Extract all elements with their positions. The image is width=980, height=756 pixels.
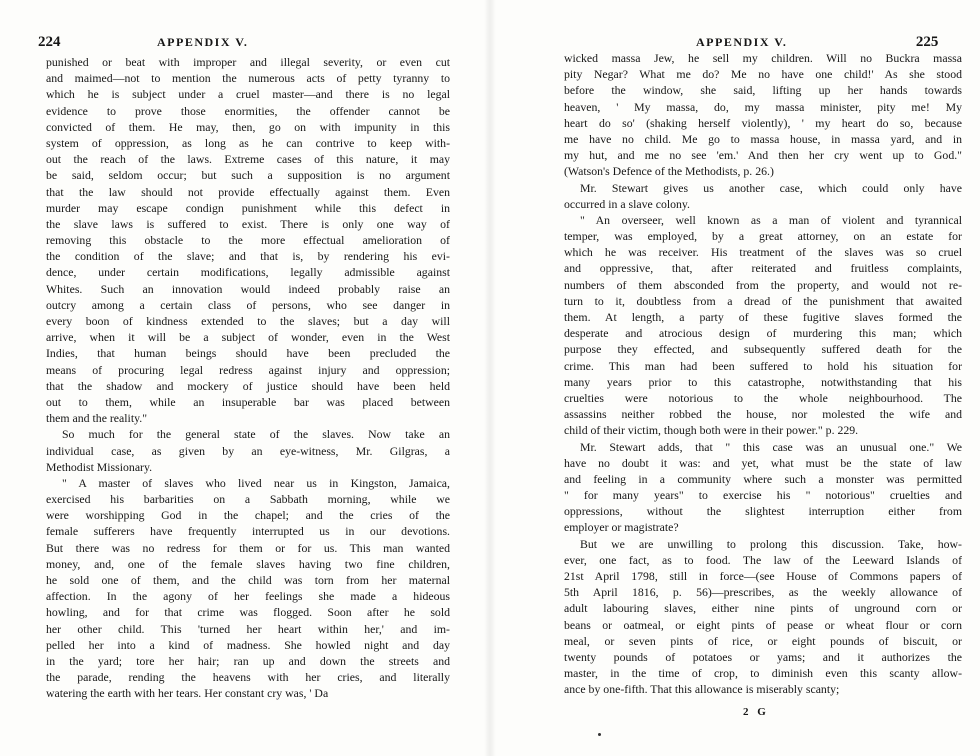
right-text-line: heaven, ' My massa, do, my massa minister, pity me! My xyxy=(564,99,962,114)
left-text-line: in the yard; tore her hair; ran up and down the streets and xyxy=(46,653,450,668)
left-text-line: pelled her into a kind of madness. She howled night and day xyxy=(46,637,450,652)
right-text-line: me have no child. Me go to massa house, in massa yard, and in xyxy=(564,131,962,146)
left-text-line: means of procuring legal redress against injury and oppression; xyxy=(46,362,450,377)
left-text-line: outcry among a certain class of persons, who see danger in xyxy=(46,297,450,312)
right-text-line: and feeling in a community where such a monster was permitted xyxy=(564,471,962,486)
left-text-line: Methodist Missionary. xyxy=(46,459,153,474)
left-text-line: be said, seldom occur; but such a supposition is no argument xyxy=(46,168,450,183)
left-text-line: out to them, while an insuperable bar was placed between xyxy=(46,394,450,409)
right-text-line: them. At length, a party of these fugitive slaves formed the xyxy=(564,310,962,324)
left-text-line: every boon of kindness extended to the slaves; but a day will xyxy=(46,314,450,328)
left-text-line: which he is subject under a cruel master—and there is no legal xyxy=(46,87,450,102)
right-running-head: APPENDIX V. xyxy=(696,35,788,49)
left-text-line: dence, under certain modifications, legally admissible against xyxy=(46,265,450,280)
right-text-line: beans or oatmeal, or eight pints of pease or wheat flour or corn xyxy=(564,617,962,632)
right-text-line: oppressions, without the slightest interruption either from xyxy=(564,504,962,519)
left-text-line: howling, and for that crime was flogged. Soon after he sold xyxy=(46,605,450,620)
right-text-line: child of their victim, though both were in their power." p. 229. xyxy=(564,423,859,438)
left-text-line: But there was no redress for them or for us. This man wanted xyxy=(46,540,450,555)
right-text-line: temper, was employed, by a great attorney, on an estate for xyxy=(564,229,962,244)
right-page-text xyxy=(564,50,962,698)
left-text-line: exercised his barbarities on a Sabbath morning, while we xyxy=(46,492,450,507)
left-text-line: were worshipping God in the chapel; and the cries of the xyxy=(46,508,450,523)
right-text-line: purpose they effected, and subsequently suffered death for the xyxy=(564,342,962,357)
right-page-header xyxy=(696,34,938,51)
left-page-number: 224 xyxy=(38,34,61,50)
right-text-line: employer or magistrate? xyxy=(564,520,679,535)
right-text-line: meal, or seven pints of rice, or eight pounds of biscuit, or xyxy=(564,633,962,648)
left-text-line: Whites. Such an innovation would indeed probably raise an xyxy=(46,281,450,296)
right-text-line: and oppressive, that, after reiterated and fruitless complaints, xyxy=(564,261,962,276)
left-text-line: " A master of slaves who lived near us in Kingston, Jamaica, xyxy=(62,475,450,490)
signature-mark: 2 G xyxy=(743,706,769,718)
left-text-line: and maimed—not to mention the numerous acts of petty tyranny to xyxy=(46,71,450,86)
left-text-line: affection. In the agony of her feelings she made a hideous xyxy=(46,589,450,604)
left-page-text xyxy=(46,54,450,702)
left-text-line: the condition of the slave; and that is, by rendering his evi- xyxy=(46,249,450,264)
left-running-head: APPENDIX V. xyxy=(157,35,249,49)
ink-speck xyxy=(598,733,601,736)
left-text-line: individual case, as given by an eye-witness, Mr. Gilgras, a xyxy=(46,443,450,458)
right-text-line: " for many years" to exercise his " notorious" cruelties and xyxy=(564,488,962,503)
right-text-line: 5th April 1816, p. 56)—prescribes, as the weekly allowance of xyxy=(564,585,962,600)
right-text-line: (Watson's Defence of the Methodists, p. 26.) xyxy=(564,164,774,179)
left-text-line: that the shadow and mockery of justice should have been held xyxy=(46,378,450,393)
right-page xyxy=(490,0,980,756)
right-text-line: ance by one-fifth. That this allowance is miserably scanty; xyxy=(564,682,840,697)
right-text-line: numbers of them absconded from the property, and would not re- xyxy=(564,277,962,292)
left-text-line: he sold one of them, and the child was torn from her maternal xyxy=(46,573,450,587)
left-text-line: her other child. This 'turned her heart within her,' and im- xyxy=(46,621,450,636)
left-text-line: the slave laws is suffered to exist. There is only one way of xyxy=(46,216,450,231)
right-text-line: many years prior to this catastrophe, notwithstanding that his xyxy=(564,374,962,389)
left-text-line: murder may escape condign punishment while this defect in xyxy=(46,200,450,215)
left-text-line: evidence to prove those enormities, the offender cannot be xyxy=(46,103,450,118)
right-text-line: occurred in a slave colony. xyxy=(564,196,690,211)
right-page-number: 225 xyxy=(915,34,939,50)
left-page-header xyxy=(38,34,248,51)
right-text-line: have no doubt it was: and yet, what must be the state of law xyxy=(564,455,962,470)
right-text-line: " An overseer, well known as a man of violent and tyrannical xyxy=(580,212,962,227)
right-text-line: crime. This man had been suffered to hold his situation for xyxy=(564,358,962,373)
right-text-line: Mr. Stewart adds, that " this case was an unusual one." We xyxy=(580,439,962,454)
left-text-line: So much for the general state of the slaves. Now take an xyxy=(62,427,450,442)
right-text-line: before the window, she said, lifting up her hands towards xyxy=(564,83,962,98)
left-text-line: system of oppression, as long as he can contrive to keep with- xyxy=(46,135,450,150)
left-text-line: Indies, that human beings should have been precluded the xyxy=(46,346,450,361)
right-text-line: heart do so' (shaking herself violently), ' my heart do so, because xyxy=(564,115,962,130)
left-text-line: out the reach of the laws. Extreme cases of this nature, it may xyxy=(46,152,450,167)
right-text-line: twenty pounds of potatoes or yams; and it authorizes the xyxy=(564,649,962,664)
right-text-line: my hut, and me no see 'em.' And then her cry went up to God." xyxy=(564,148,962,163)
right-text-line: 21st April 1798, still in force—(see House of Commons papers of xyxy=(564,569,962,583)
right-text-line: pity Negar? What me do? Me no have one child!' As she stood xyxy=(564,67,962,82)
right-text-line: ever, one fact, as to food. The law of the Leeward Islands of xyxy=(564,552,962,567)
right-text-line: turn to it, doubtless from a dread of the punishment that awaited xyxy=(564,293,962,308)
right-text-line: desperate and atrocious design of murdering this man; which xyxy=(564,326,962,341)
left-text-line: removing this obstacle to the more effectual amelioration of xyxy=(46,233,450,248)
right-text-line: But we are unwilling to prolong this discussion. Take, how- xyxy=(580,536,962,551)
left-text-line: watering the earth with her tears. Her constant cry was, ' Da xyxy=(46,686,329,701)
right-text-line: wicked massa Jew, he sell my children. Will no Buckra massa xyxy=(564,51,962,65)
left-text-line: them and the reality." xyxy=(46,411,148,426)
right-text-line: cruelties were notorious to the whole neighbourhood. The xyxy=(564,390,962,405)
left-text-line: convicted of them. He may, then, go on with impunity in this xyxy=(46,119,450,134)
left-text-line: the parade, rending the heavens with her cries, and literally xyxy=(46,670,450,685)
left-text-line: that the law should not provide effectually against them. Even xyxy=(46,184,450,199)
left-text-line: money, and, one of the female slaves having two fine children, xyxy=(46,556,450,571)
right-text-line: assassins neither robbed the house, nor molested the wife and xyxy=(564,407,962,422)
left-text-line: punished or beat with improper and illegal severity, or even cut xyxy=(46,55,450,69)
right-text-line: master, in the time of crop, to diminish even this scanty allow- xyxy=(564,666,962,681)
right-text-line: which he was receiver. His treatment of the slaves was so cruel xyxy=(564,245,962,260)
left-text-line: arrive, when it will be a subject of wonder, even in the West xyxy=(46,330,450,345)
right-text-line: adult labouring slaves, either nine pints of unground corn or xyxy=(564,601,962,616)
right-text-line: Mr. Stewart gives us another case, which could only have xyxy=(580,180,962,195)
left-text-line: female sufferers have frequently interrupted us in our devotions. xyxy=(46,524,450,539)
